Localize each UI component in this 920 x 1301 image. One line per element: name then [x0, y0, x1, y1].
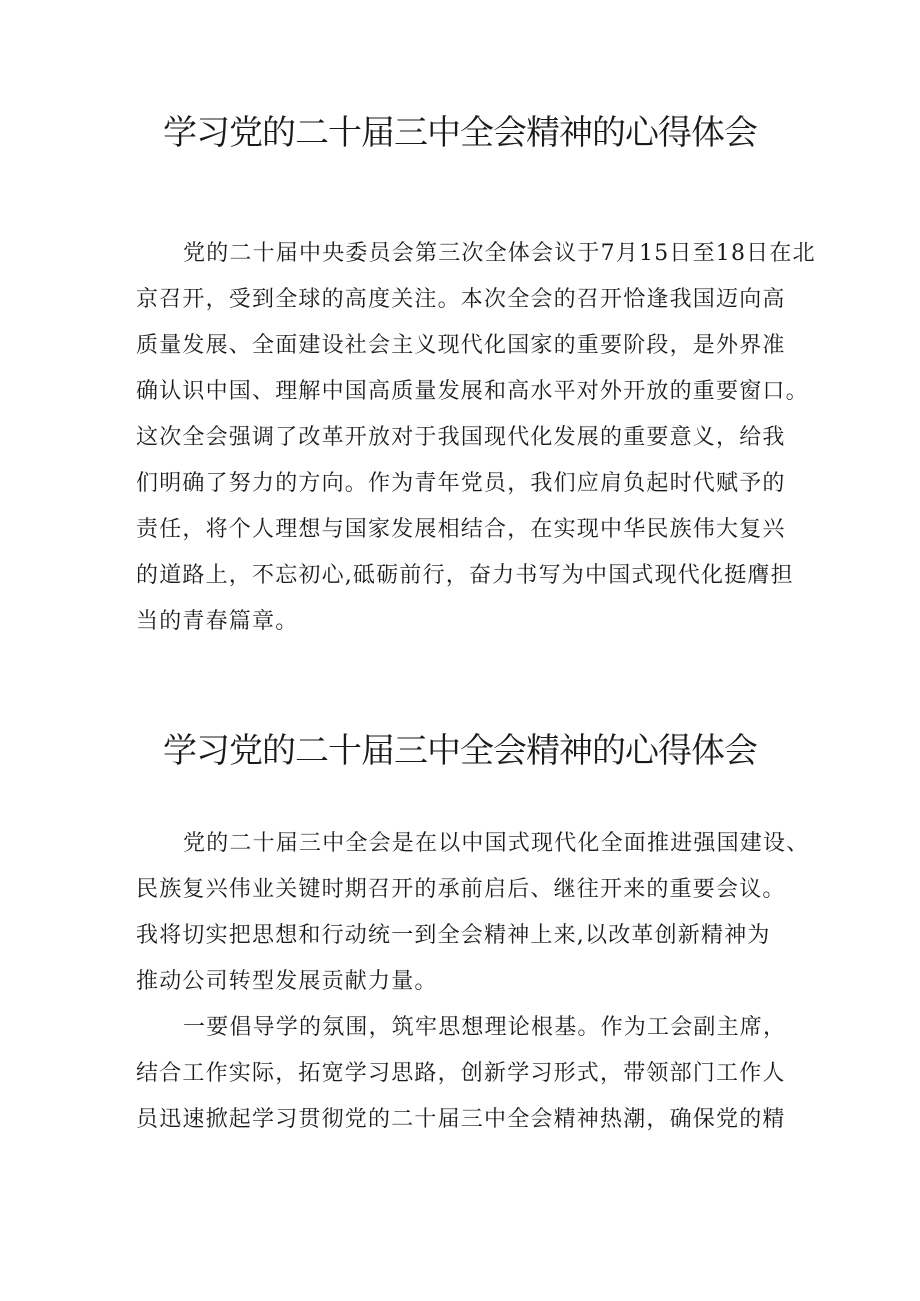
section-1-line-8: 的道路上，不忘初心,砥砺前行，奋力书写为中国式现代化挺膺担 [136, 563, 794, 588]
section-2-line-4: 推动公司转型发展贡献力量。 [136, 969, 438, 994]
section-1-line-1: 党的二十届中央委员会第三次全体会议于7月15日至18日在北 [183, 241, 816, 266]
section-1-line-3: 质量发展、全面建设社会主义现代化国家的重要阶段，是外界准 [136, 333, 786, 358]
section-2-title: 学习党的二十届三中全会精神的心得体会 [163, 731, 757, 771]
section-1-line-5: 这次全会强调了改革开放对于我国现代化发展的重要意义，给我 [136, 425, 786, 450]
section-2-line-1: 党的二十届三中全会是在以中国式现代化全面推进强国建设、 [183, 831, 810, 856]
section-2-line-2: 民族复兴伟业关键时期召开的承前启后、继往开来的重要会议。 [136, 877, 786, 902]
section-2-line-7: 员迅速掀起学习贯彻党的二十届三中全会精神热潮，确保党的精 [136, 1107, 786, 1132]
section-1-line-7: 责任，将个人理想与国家发展相结合，在实现中华民族伟大复兴 [136, 517, 786, 542]
section-2-line-6: 结合工作实际，拓宽学习思路，创新学习形式，带领部门工作人 [136, 1061, 786, 1086]
section-1-line-9: 当的青春篇章。 [136, 609, 299, 634]
section-1-title: 学习党的二十届三中全会精神的心得体会 [163, 113, 757, 153]
section-1-line-2: 京召开，受到全球的高度关注。本次全会的召开恰逢我国迈向高 [136, 287, 786, 312]
section-2-line-5: 一要倡导学的氛围，筑牢思想理论根基。作为工会副主席， [183, 1015, 787, 1040]
section-1-line-6: 们明确了努力的方向。作为青年党员，我们应肩负起时代赋予的 [136, 471, 786, 496]
section-2-line-3: 我将切实把思想和行动统一到全会精神上来,以改革创新精神为 [136, 923, 771, 948]
section-1-line-4: 确认识中国、理解中国高质量发展和高水平对外开放的重要窗口。 [136, 379, 809, 404]
